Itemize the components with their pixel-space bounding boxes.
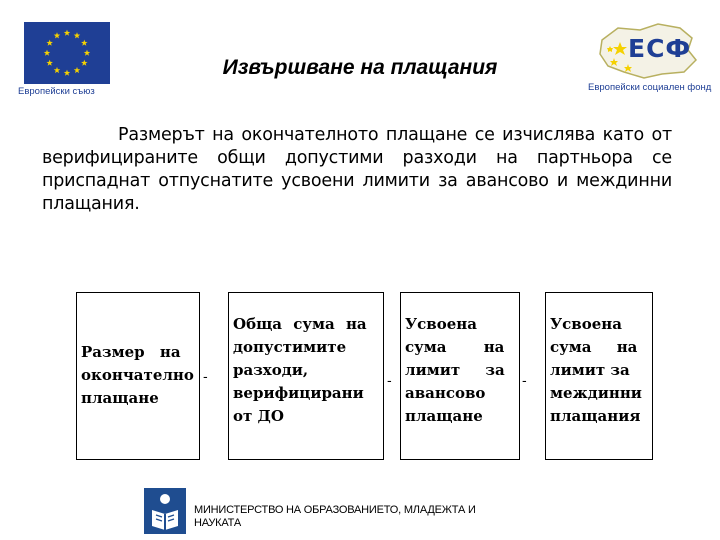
term-line: сума на [405, 338, 505, 356]
term-line: сума на [550, 338, 638, 356]
minus-operator: - [387, 374, 392, 389]
body-paragraph [42, 124, 672, 216]
term-line: верифицирани [233, 384, 364, 402]
term-line: плащане [81, 389, 159, 407]
term-line: Размер на [81, 343, 181, 361]
esf-mark: ЕСФ [628, 34, 692, 63]
term-line: авансово [405, 384, 486, 402]
formula-term-final-payment [76, 292, 200, 460]
term-line: Усвоена [550, 315, 622, 333]
ministry-footer [144, 488, 544, 534]
term-line: от ДО [233, 407, 284, 425]
body-paragraph-text: Размерът на окончателното плащане се изчислява като от верифицираните общи допустими разходи на партньора се приспаднат отпуснатите усвоени лимити за авансово и междинни плащания. [42, 125, 672, 214]
formula-term-interim-limit [545, 292, 653, 460]
term-line: лимит за [405, 361, 505, 379]
eu-star-icon [74, 32, 80, 38]
ministry-name-line2: НАУКАТА [194, 517, 241, 529]
eu-star-icon [84, 50, 90, 56]
formula-term-advance-limit [400, 292, 520, 460]
eu-star-icon [54, 32, 60, 38]
minus-operator: - [203, 370, 208, 385]
eu-star-icon [46, 40, 52, 46]
page-title: Извършване на плащания [222, 56, 498, 79]
esf-logo-caption: Европейски социален фонд [588, 82, 712, 93]
term-line: Обща сума на [233, 315, 367, 333]
term-line: плащане [405, 407, 483, 425]
term-line: междинни [550, 384, 642, 402]
eu-star-icon [64, 30, 70, 36]
minus-operator: - [522, 374, 527, 389]
eu-logo-caption: Европейски съюз [18, 86, 95, 97]
term-line: плащания [550, 407, 641, 425]
ministry-book-emblem-icon [144, 488, 186, 534]
ministry-name-line1: МИНИСТЕРСТВО НА ОБРАЗОВАНИЕТО, МЛАДЕЖТА И [194, 504, 476, 516]
term-line: допустимите [233, 338, 347, 356]
term-line: окончателно [81, 366, 194, 384]
eu-star-icon [44, 50, 50, 56]
term-line: лимит за [550, 361, 630, 379]
formula-term-total-eligible-costs [228, 292, 384, 460]
term-line: разходи, [233, 361, 309, 379]
eu-star-icon [81, 40, 87, 46]
term-line: Усвоена [405, 315, 477, 333]
